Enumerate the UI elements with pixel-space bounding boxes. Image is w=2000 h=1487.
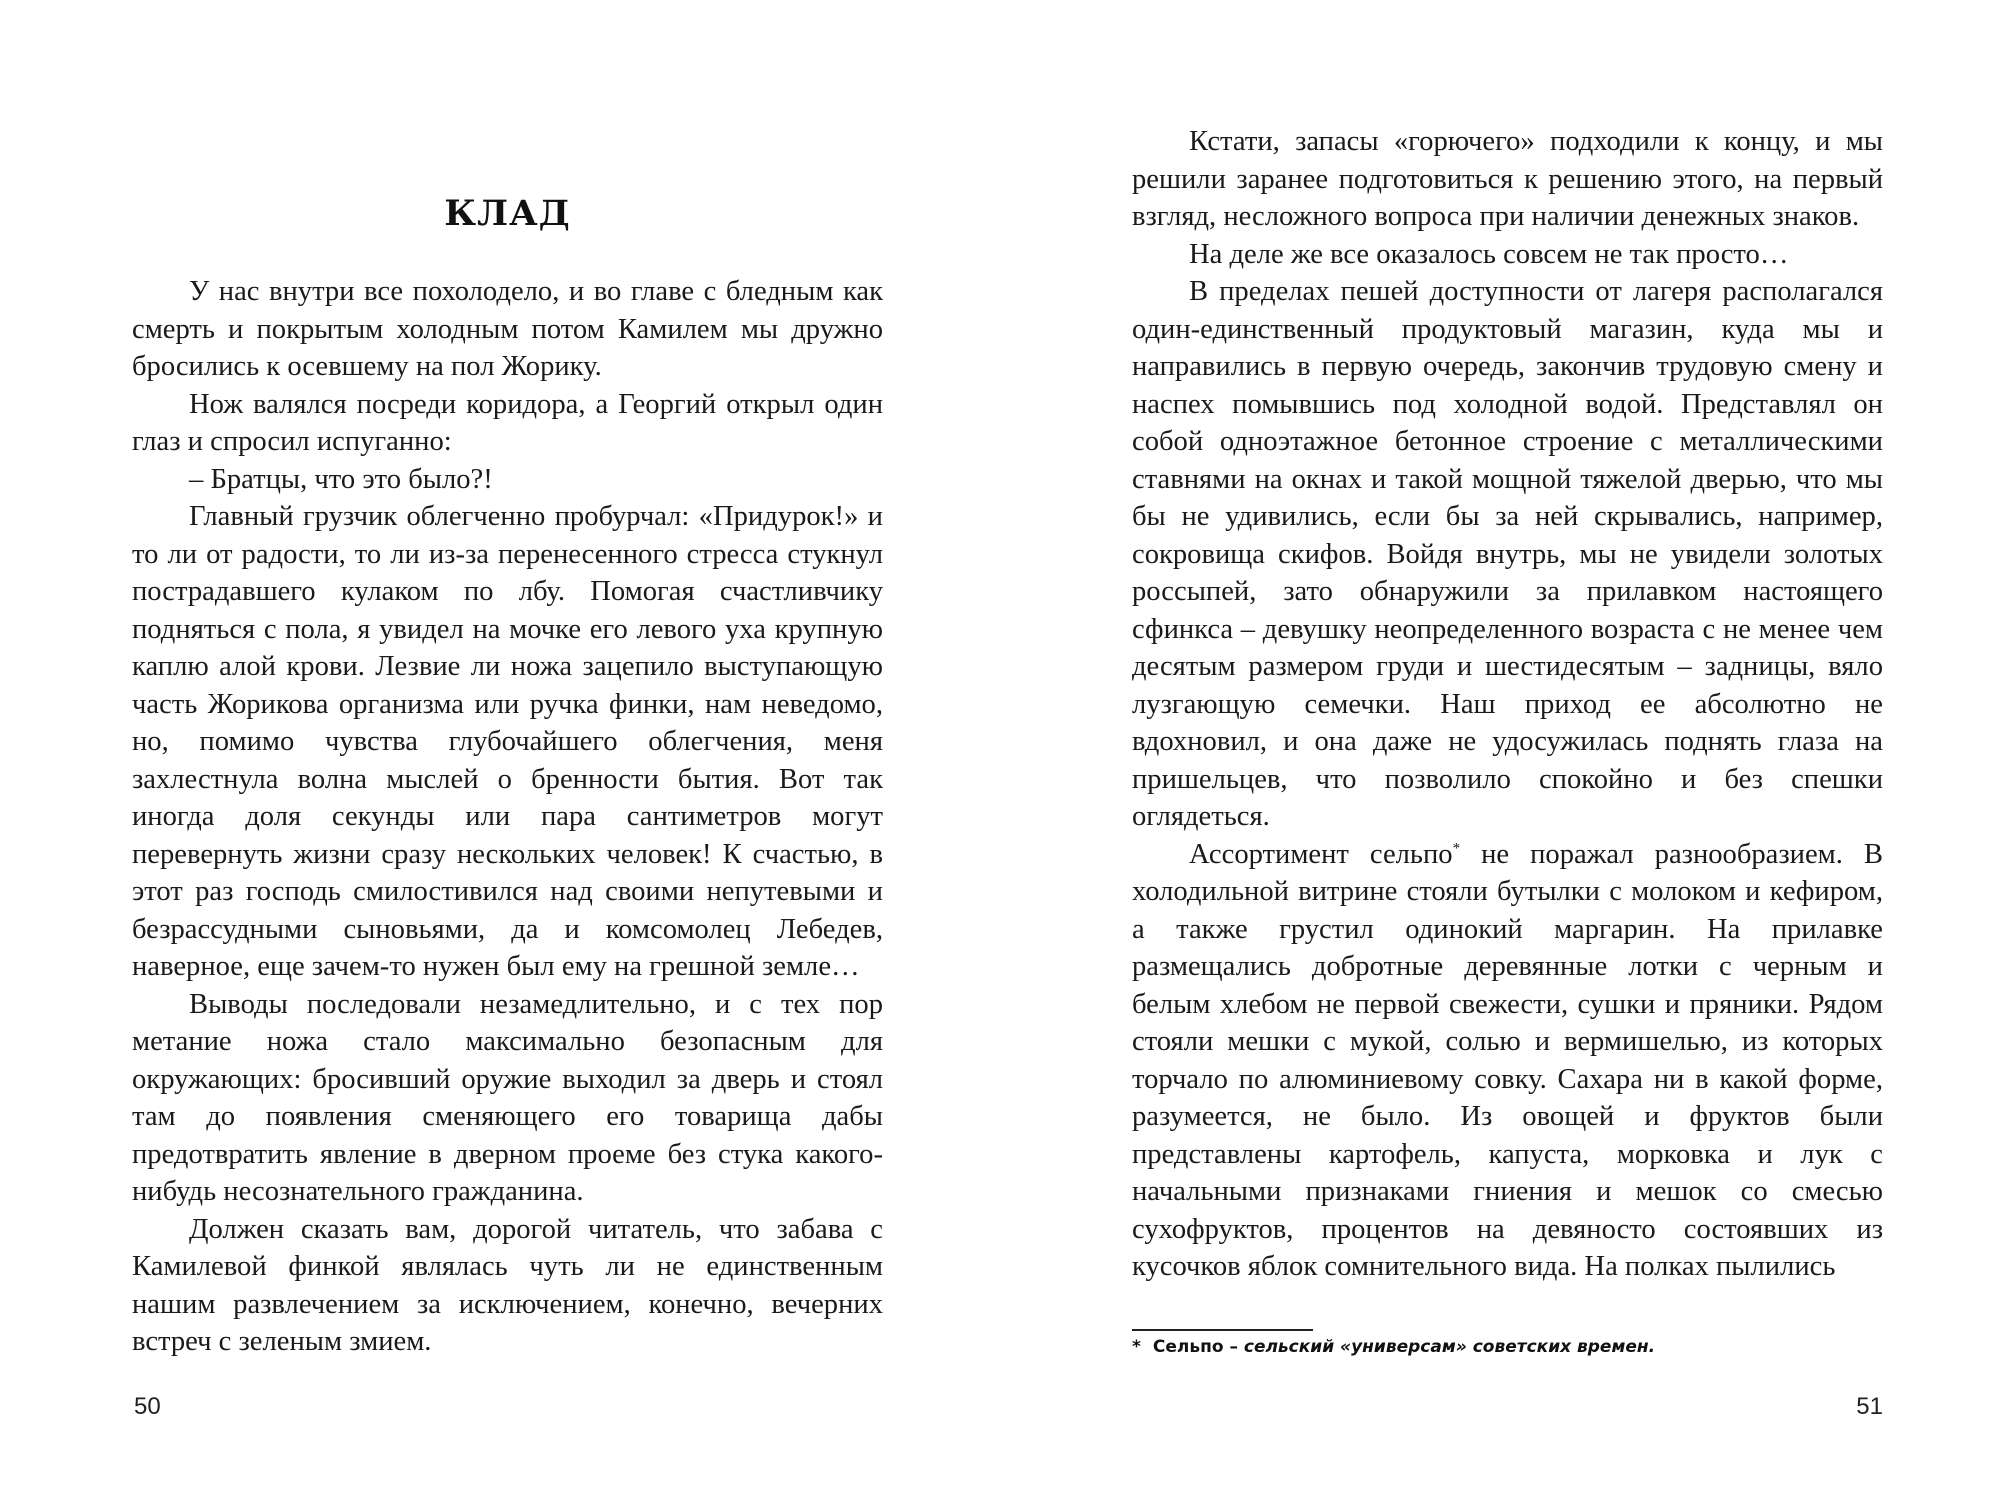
paragraph: – Братцы, что это было?! — [189, 463, 493, 495]
right-page — [1132, 0, 1883, 1487]
paragraph: У нас внутри все похолодело, и во главе с бледным как смерть и покрытым холодным потом Камилем мы дружно бросились к осевшему на пол Жорику. — [132, 276, 883, 382]
paragraph-with-footnote — [1132, 836, 1883, 1286]
page-number-left: 50 — [134, 1393, 161, 1420]
page-number-right: 51 — [1856, 1393, 1883, 1420]
paragraph: Выводы последовали незамедлительно, и с тех пор метание ножа стало максимально безопасным для окружающих: бросивший оружие выходил за дверь и стоял там до появления сменяющего его товарища дабы предотвратить явление в дверном проеме без стука какого-нибудь несознательного гражданина. — [132, 988, 883, 1207]
assortment-text-rest: не поражал разнообразием. В холодильной витрине стояли бутылки с молоком и кефиром, а также грустил одинокий маргарин. На прилавке размещались добротные деревянные лотки с черным и белым хлебом не первой свежести, сушки и пряники. Рядом стояли мешки с мукой, солью и вермишелью, из которых торчало по алюминиевому совку. Сахара ни в какой форме, разумеется, не было. Из овощей и фруктов были представлены картофель, капуста, морковка и лук с начальными признаками гниения и мешок со смесью сухофруктов, процентов на девяносто состоявших из кусочков яблок сомнительного вида. На полках пылились — [1132, 838, 1883, 1282]
footnote-star: * — [1132, 1337, 1141, 1357]
paragraph: Главный грузчик облегченно пробурчал: «Придурок!» и то ли от радости, то ли из-за перенесенного стресса стукнул пострадавшего кулаком по лбу. Помогая счастливчику подняться с пола, я увидел на мочке его левого уха крупную каплю алой крови. Лезвие ли ножа зацепило выступающую часть Жорикова организма или ручка финки, нам неведомо, но, помимо чувства глубочайшего облегчения, меня захлестнула волна мыслей о бренности бытия. Вот так иногда доля секунды или пара сантиметров могут перевернуть жизни сразу нескольких человек! К счастью, в этот раз господь смилостивился над своими непутевыми и безрассудными сыновьями, да и комсомолец Лебедев, наверное, еще зачем-то нужен был ему на грешной земле… — [132, 501, 883, 982]
right-page-text — [1132, 123, 1883, 1286]
chapter-title: КЛАД — [444, 193, 571, 234]
left-page-text — [132, 273, 883, 1361]
footnote — [1132, 1335, 1883, 1359]
paragraph: Кстати, запасы «горючего» подходили к концу, и мы решили заранее подготовиться к решению этого, на первый взгляд, несложного вопроса при наличии денежных знаков. — [1132, 126, 1883, 232]
paragraph: В пределах пешей доступности от лагеря располагался один-единственный продуктовый магазин, куда мы и направились в первую очередь, закончив трудовую смену и наспех помывшись под холодной водой. Представлял он собой одноэтажное бетонное строение с металлическими ставнями на окнах и такой мощной тяжелой дверью, что мы бы не удивились, если бы за ней скрывались, например, сокровища скифов. Войдя внутрь, мы не увидели золотых россыпей, зато обнаружили за прилавком настоящего сфинкса – девушку неопределенного возраста с не менее чем десятым размером груди и шестидесятым – задницы, вяло лузгающую семечки. Наш приход ее абсолютно не вдохновил, и она даже не удосужилась поднять глаза на пришельцев, что позволило спокойно и без спешки оглядеться. — [1132, 276, 1883, 832]
paragraph: Нож валялся посреди коридора, а Георгий открыл один глаз и спросил испуганно: — [132, 388, 883, 457]
footnote-text: сельский «универсам» советских времен. — [1237, 1337, 1656, 1357]
left-page — [132, 0, 883, 1487]
footnote-marker: * — [1452, 839, 1461, 856]
footnote-divider — [1132, 1329, 1313, 1331]
footnote-term: Сельпо – — [1152, 1337, 1238, 1357]
paragraph: Должен сказать вам, дорогой читатель, что забава с Камилевой финкой являлась чуть ли не единственным нашим развлечением за исключением, конечно, вечерних встреч с зеленым змием. — [132, 1213, 883, 1357]
assortment-text-start: Ассортимент сельпо — [1189, 838, 1453, 870]
paragraph: На деле же все оказалось совсем не так просто… — [1189, 238, 1789, 270]
